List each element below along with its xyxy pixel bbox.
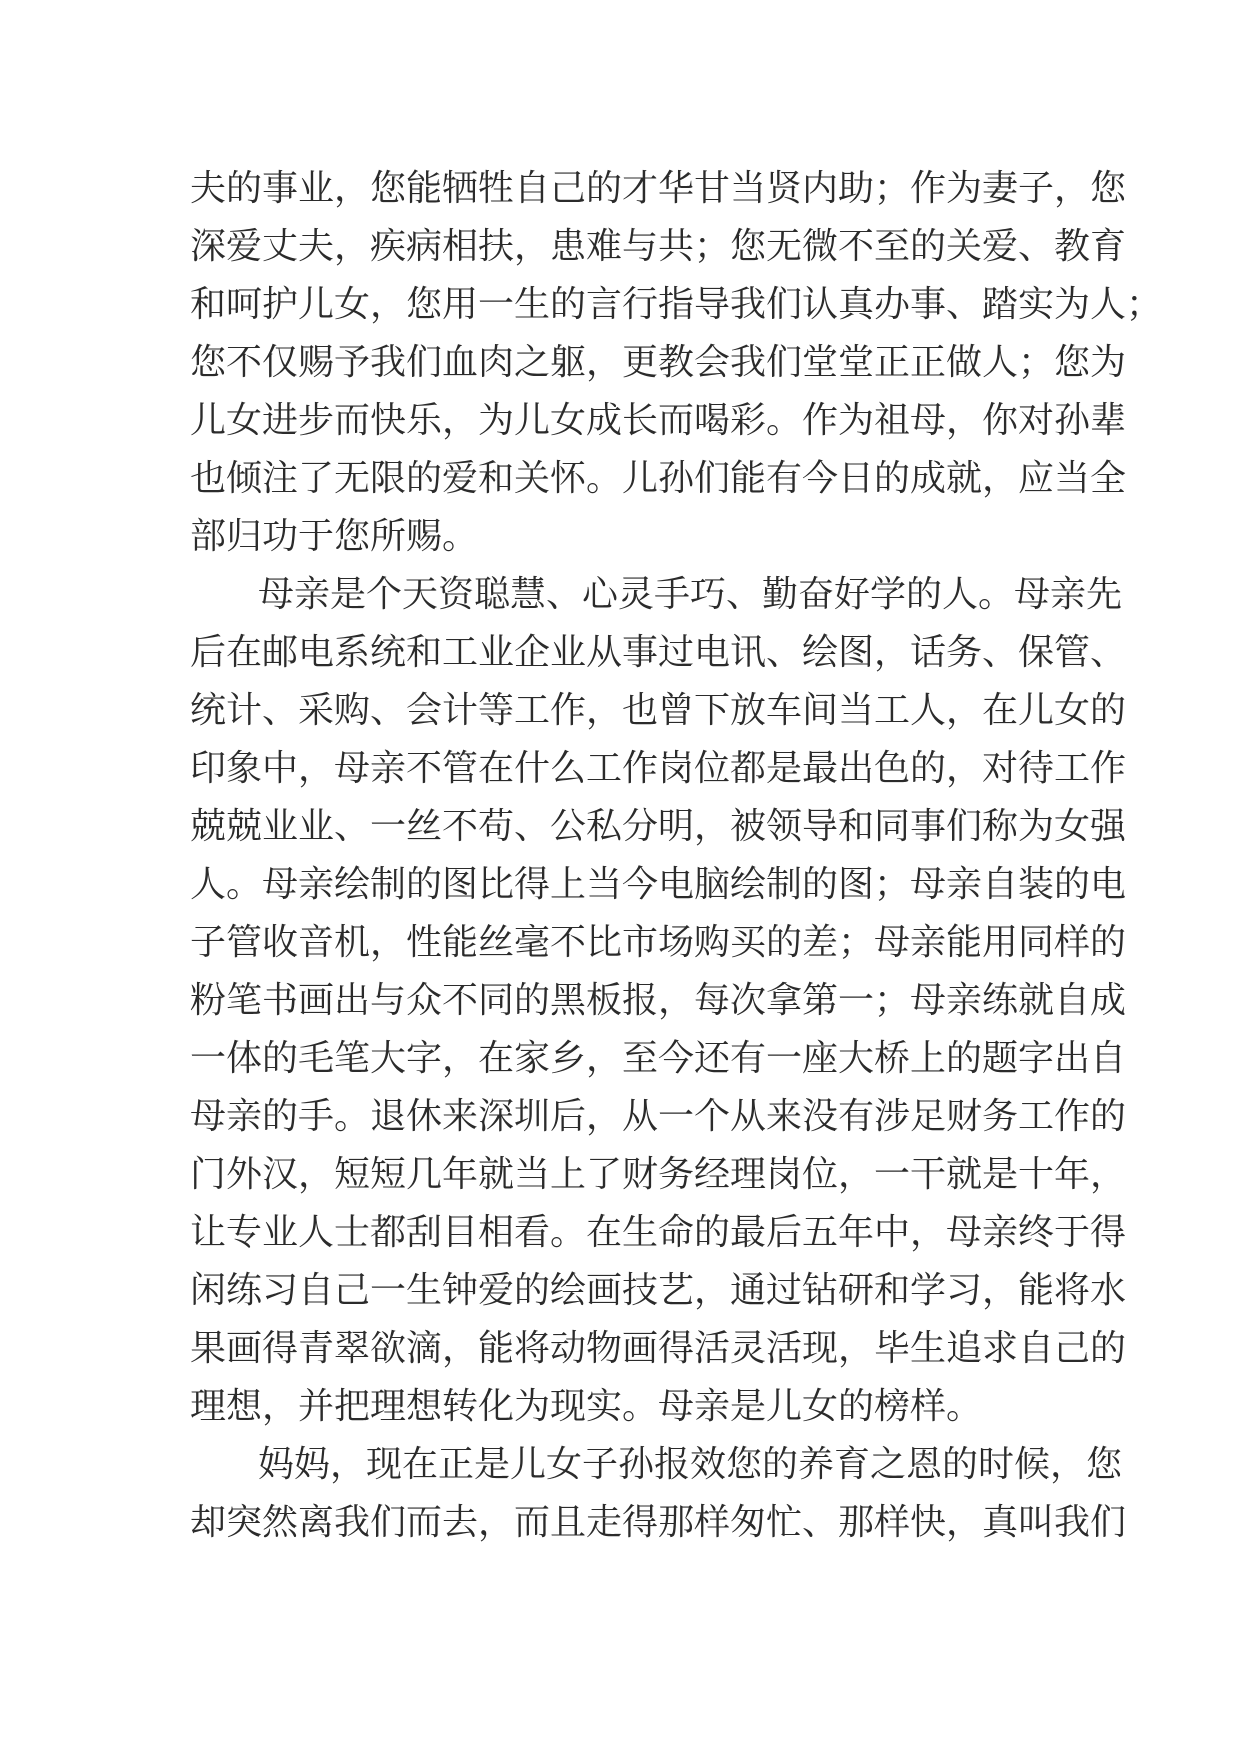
text-line: 门外汉，短短几年就当上了财务经理岗位，一干就是十年， bbox=[190, 1154, 1127, 1195]
text-line: 粉笔书画出与众不同的黑板报，每次拿第一；母亲练就自成 bbox=[190, 980, 1127, 1021]
text-line: 统计、采购、会计等工作，也曾下放车间当工人，在儿女的 bbox=[190, 690, 1127, 731]
text-line: 理想，并把理想转化为现实。母亲是儿女的榜样。 bbox=[190, 1386, 983, 1427]
text-line: 深爱丈夫，疾病相扶，患难与共；您无微不至的关爱、教育 bbox=[190, 226, 1127, 267]
text-line: 兢兢业业、一丝不苟、公私分明，被领导和同事们称为女强 bbox=[190, 806, 1127, 847]
text-line: 人。母亲绘制的图比得上当今电脑绘制的图；母亲自装的电 bbox=[190, 864, 1127, 905]
text-line: 母亲是个天资聪慧、心灵手巧、勤奋好学的人。母亲先 bbox=[258, 574, 1123, 615]
text-line: 子管收音机，性能丝毫不比市场购买的差；母亲能用同样的 bbox=[190, 922, 1127, 963]
text-line: 后在邮电系统和工业企业从事过电讯、绘图，话务、保管、 bbox=[190, 632, 1127, 673]
text-line: 儿女进步而快乐，为儿女成长而喝彩。作为祖母，你对孙辈 bbox=[190, 400, 1127, 441]
text-line: 也倾注了无限的爱和关怀。儿孙们能有今日的成就，应当全 bbox=[190, 458, 1127, 499]
text-line: 和呵护儿女，您用一生的言行指导我们认真办事、踏实为人； bbox=[190, 284, 1163, 325]
text-line: 让专业人士都刮目相看。在生命的最后五年中，母亲终于得 bbox=[190, 1212, 1127, 1253]
paragraph-1 bbox=[190, 160, 1163, 566]
text-line: 母亲的手。退休来深圳后，从一个从来没有涉足财务工作的 bbox=[190, 1096, 1127, 1137]
paragraph-2 bbox=[190, 566, 1127, 1436]
text-line: 一体的毛笔大字，在家乡，至今还有一座大桥上的题字出自 bbox=[190, 1038, 1127, 1079]
body-text bbox=[190, 160, 1163, 1552]
text-line: 却突然离我们而去，而且走得那样匆忙、那样快，真叫我们 bbox=[190, 1502, 1127, 1543]
text-line: 夫的事业，您能牺牲自己的才华甘当贤内助；作为妻子，您 bbox=[190, 168, 1127, 209]
text-line: 果画得青翠欲滴，能将动物画得活灵活现，毕生追求自己的 bbox=[190, 1328, 1127, 1369]
paragraph-3 bbox=[190, 1436, 1127, 1552]
text-line: 印象中，母亲不管在什么工作岗位都是最出色的，对待工作 bbox=[190, 748, 1127, 789]
text-line: 妈妈，现在正是儿女子孙报效您的养育之恩的时候，您 bbox=[258, 1444, 1123, 1485]
text-line: 您不仅赐予我们血肉之躯，更教会我们堂堂正正做人；您为 bbox=[190, 342, 1127, 383]
text-line: 闲练习自己一生钟爱的绘画技艺，通过钻研和学习，能将水 bbox=[190, 1270, 1127, 1311]
text-line: 部归功于您所赐。 bbox=[190, 516, 479, 557]
